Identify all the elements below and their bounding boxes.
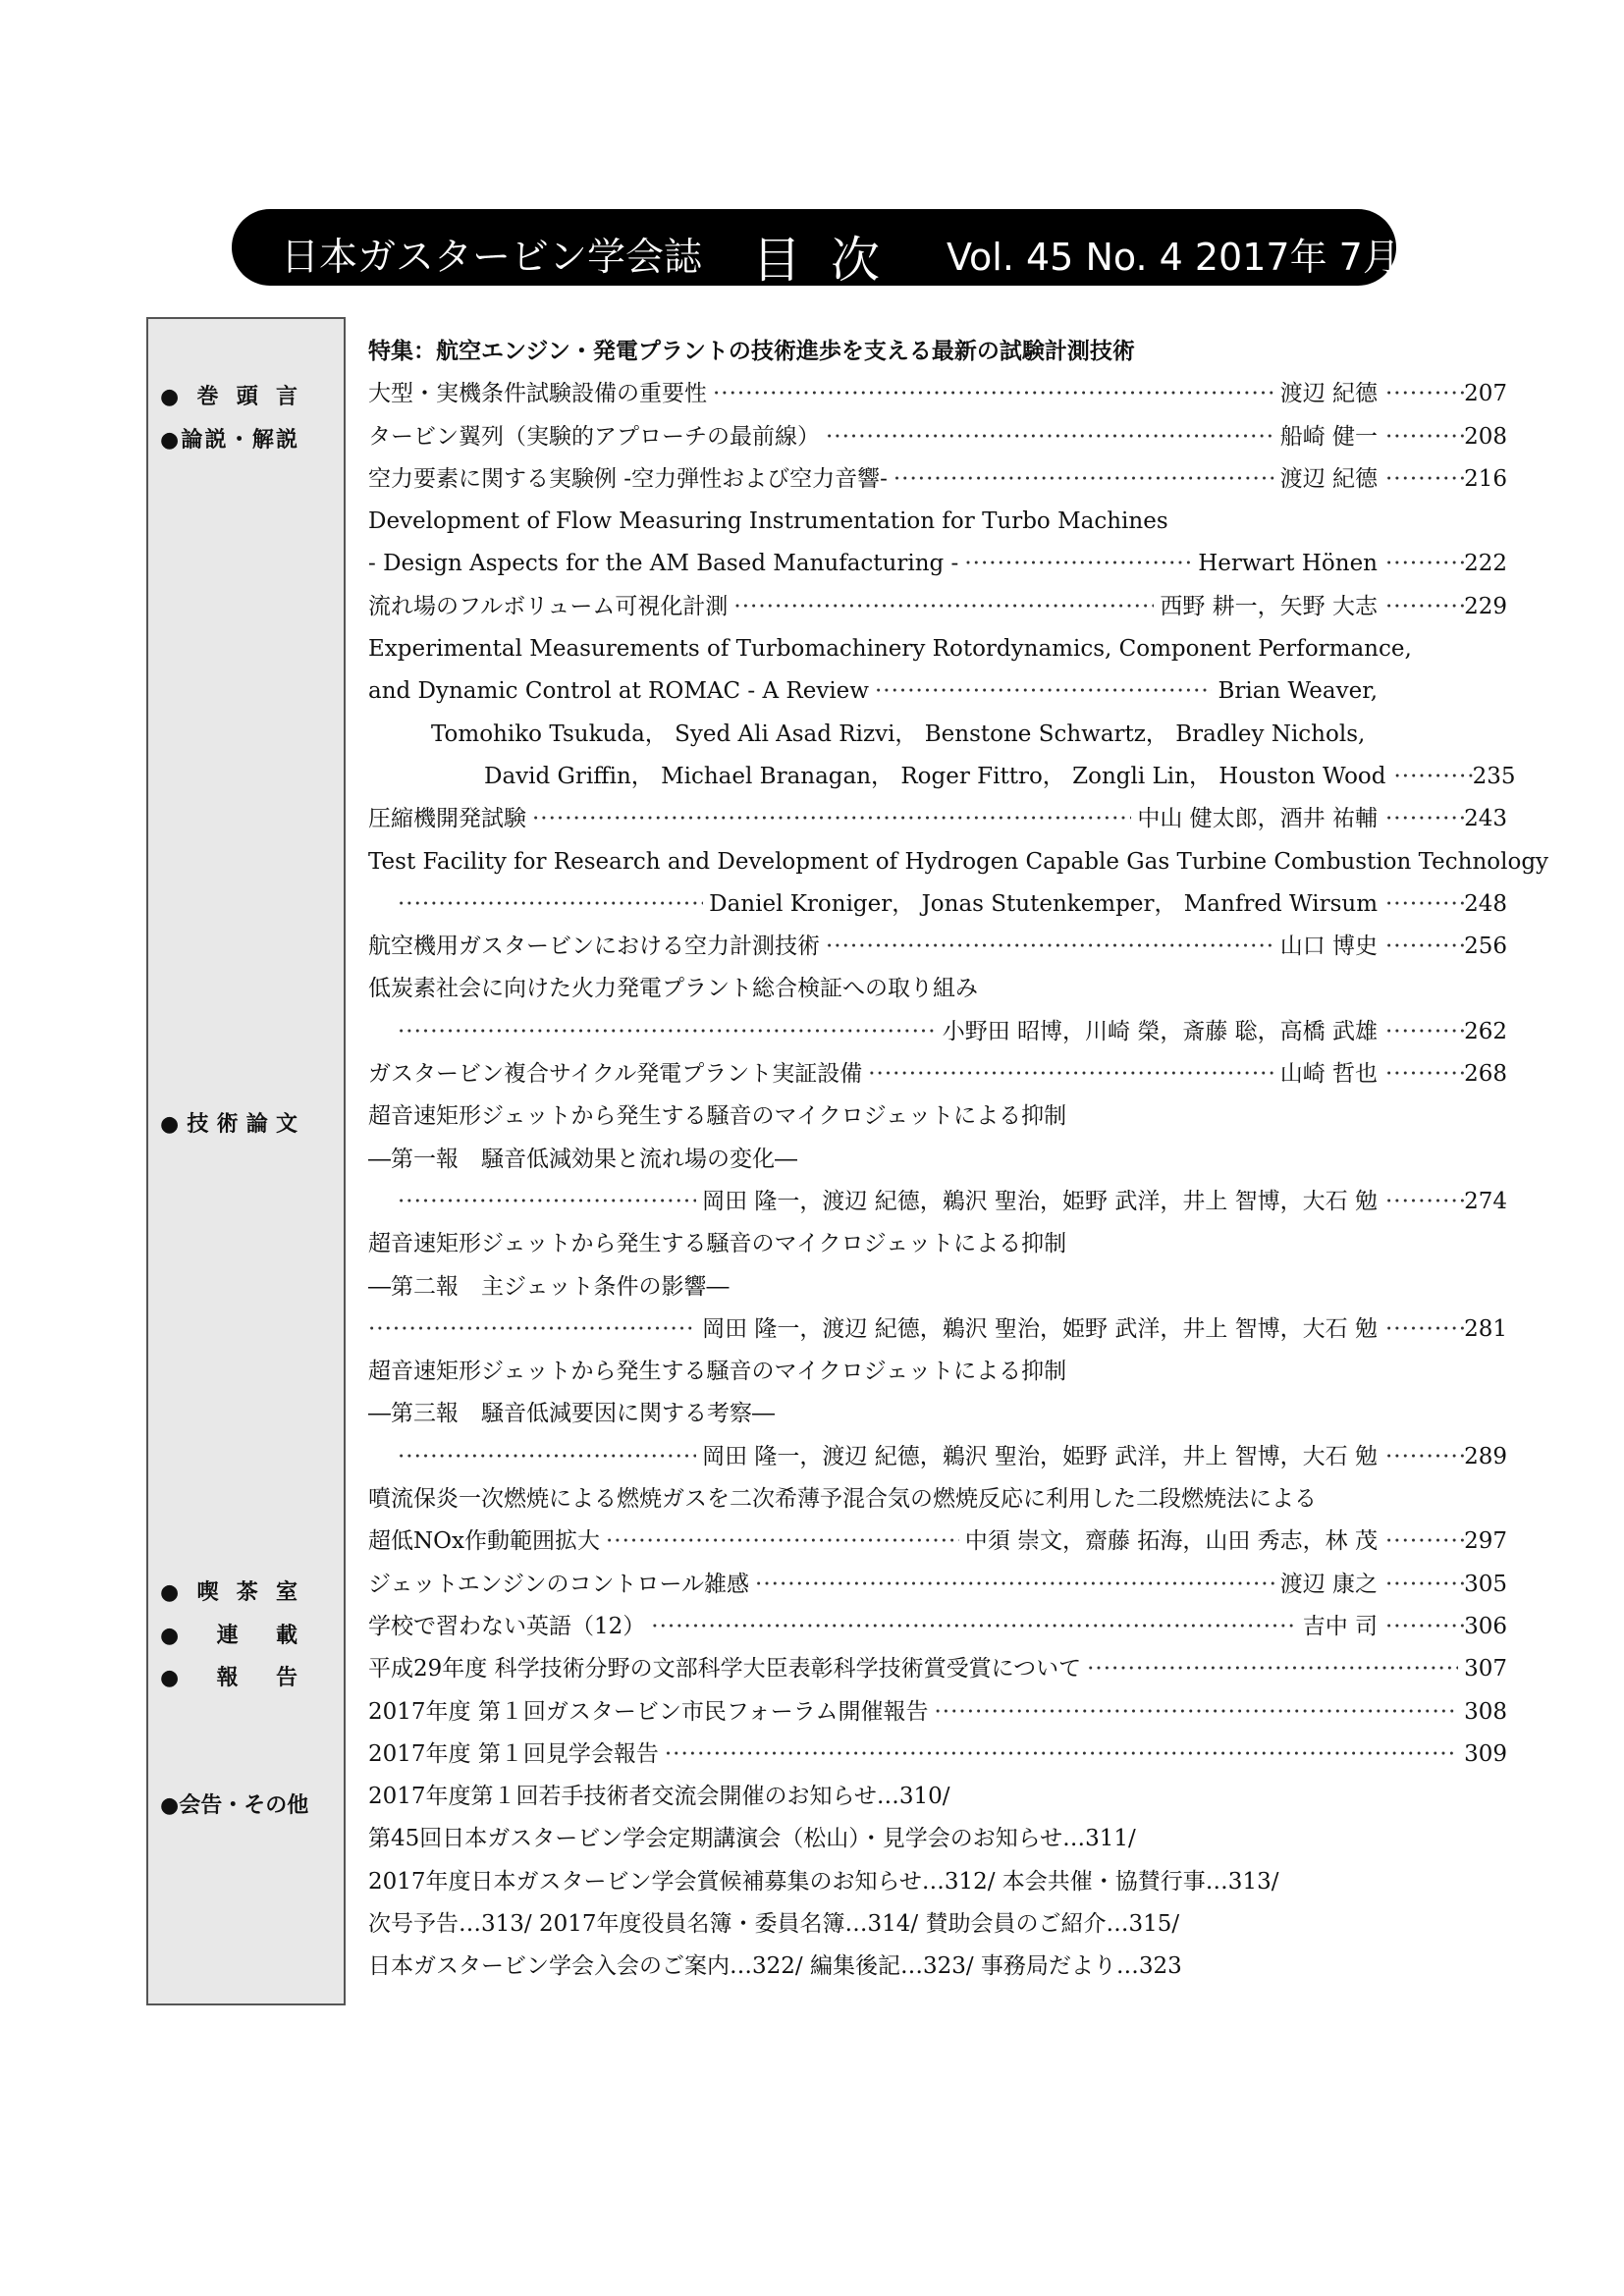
page-number: 297 [1464, 1528, 1507, 1555]
notice-line: 次号予告…313/ 2017年度役員名簿・委員名簿…314/ 賛助会員のご紹介…315/ [368, 1910, 1180, 1937]
page-number: 208 [1464, 423, 1507, 450]
page-number: 306 [1464, 1613, 1507, 1639]
toc-heading: 目次 [752, 232, 909, 289]
category-kaikoku: ●会告・その他 [160, 1793, 309, 1818]
entry-authors-line: Tomohiko Tsukuda， Syed Ali Asad Rizvi， Benstone Schwartz， Bradley Nichols, [431, 721, 1366, 747]
toc-entry[interactable]: ····· 岡田 隆一，渡辺 紀德，鵜沢 聖治，姫野 武洋，井上 智博，大石 勉 ····· 274 [368, 1181, 1507, 1223]
toc-entry[interactable]: 2017年度 第１回ガスタービン市民フォーラム開催報告 ····· 308 [368, 1691, 1507, 1734]
notice-line: 2017年度第１回若手技術者交流会開催のお知らせ…310/ [368, 1784, 950, 1810]
toc-header-banner [232, 209, 1400, 289]
page-number: 268 [1464, 1061, 1507, 1088]
page-number: 289 [1464, 1443, 1507, 1469]
toc-entry[interactable]: 航空機用ガスタービンにおける空力計測技術 ····· 山口 博史 ····· 256 [368, 926, 1507, 968]
page-number: 248 [1464, 890, 1507, 917]
toc-entry[interactable]: ····· Daniel Kroniger， Jonas Stutenkemper， Manfred Wirsum ····· 248 [368, 883, 1507, 926]
entry-title-line: Test Facility for Research and Development of Hydrogen Capable Gas Turbine Combustion Technology [368, 848, 1549, 875]
page-number: 256 [1464, 934, 1507, 960]
toc-entry[interactable]: 流れ場のフルボリューム可視化計測 ····· 西野 耕一，矢野 大志 ····· 229 [368, 586, 1507, 628]
entry-title-line: and Dynamic Control at ROMAC - A Review ····· Brian Weaver, [368, 670, 1507, 713]
volume-info: Vol. 45 No. 4 2017年 7月 [947, 236, 1400, 279]
entry-title-line: Experimental Measurements of Turbomachinery Rotordynamics, Component Performance, [368, 636, 1412, 663]
category-rensai: ●連載 [160, 1624, 298, 1648]
page-number: 235 [1472, 763, 1516, 789]
entry-title-line: 低炭素社会に向けた火力発電プラント総合検証への取り組み [368, 976, 978, 1002]
toc-entry[interactable]: 平成29年度 科学技術分野の文部科学大臣表彰科学技術賞受賞について ····· 307 [368, 1648, 1507, 1690]
notice-line: 日本ガスタービン学会入会のご案内…322/ 編集後記…323/ 事務局だより…323 [368, 1953, 1182, 1980]
toc-entry[interactable]: 圧縮機開発試験 ····· 中山 健太郎，酒井 祐輔 ····· 243 [368, 798, 1507, 840]
category-kissashitsu: ●喫茶室 [160, 1580, 298, 1605]
category-sidebar [146, 317, 346, 2005]
toc-entry[interactable]: ガスタービン複合サイクル発電プラント実証設備 ····· 山崎 哲也 ····· 268 [368, 1053, 1507, 1095]
entry-title-line: Development of Flow Measuring Instrumentation for Turbo Machines [368, 508, 1168, 535]
toc-entries [368, 331, 1549, 1989]
entry-subtitle-line: ―第一報 騒音低減効果と流れ場の変化― [368, 1146, 797, 1172]
category-houkoku: ●報告 [160, 1666, 298, 1690]
page-number: 305 [1464, 1571, 1507, 1597]
toc-entry[interactable]: 2017年度 第１回見学会報告 ····· 309 [368, 1734, 1507, 1776]
page-number: 274 [1464, 1188, 1507, 1214]
toc-entry[interactable]: David Griffin， Michael Branagan， Roger Fittro， Zongli Lin， Houston Wood ····· 235 [368, 756, 1507, 798]
page-number: 308 [1464, 1698, 1507, 1725]
entry-subtitle-line: ―第三報 騒音低減要因に関する考察― [368, 1401, 775, 1427]
entry-title-line: 噴流保炎一次燃焼による燃焼ガスを二次希薄予混合気の燃焼反応に利用した二段燃焼法による [368, 1486, 1317, 1513]
page-number: 207 [1464, 381, 1507, 407]
category-gijutsu-ronbun: ●技術論文 [160, 1112, 298, 1137]
page-number: 309 [1464, 1740, 1507, 1767]
page-number: 222 [1464, 551, 1507, 577]
entry-title-line: 超音速矩形ジェットから発生する騒音のマイクロジェットによる抑制 [368, 1231, 1067, 1257]
page-number: 307 [1464, 1656, 1507, 1682]
page-number: 262 [1464, 1018, 1507, 1044]
notice-line: 2017年度日本ガスタービン学会賞候補募集のお知らせ…312/ 本会共催・協賛行事…313/ [368, 1868, 1279, 1895]
toc-entry[interactable]: ジェットエンジンのコントロール雑感 ····· 渡辺 康之 ····· 305 [368, 1564, 1507, 1606]
category-ronsetsu: ●論説・解説 [160, 428, 298, 453]
toc-entry[interactable]: 大型・実機条件試験設備の重要性 ····· 渡辺 紀德 ····· 207 [368, 373, 1507, 415]
toc-entry[interactable]: 学校で習わない英語（12） ····· 吉中 司 ····· 306 [368, 1606, 1507, 1648]
feature-title: 特集：航空エンジン・発電プラントの技術進歩を支える最新の試験計測技術 [368, 339, 1135, 364]
toc-entry[interactable]: ····· 岡田 隆一，渡辺 紀德，鵜沢 聖治，姫野 武洋，井上 智博，大石 勉 ····· 281 [368, 1308, 1507, 1351]
entry-subtitle-line: ―第二報 主ジェット条件の影響― [368, 1273, 730, 1300]
notice-line: 第45回日本ガスタービン学会定期講演会（松山）・見学会のお知らせ…311/ [368, 1826, 1136, 1852]
page-number: 281 [1464, 1315, 1507, 1342]
page-number: 243 [1464, 806, 1507, 832]
entry-title-line: 超音速矩形ジェットから発生する騒音のマイクロジェットによる抑制 [368, 1359, 1067, 1385]
page-number: 229 [1464, 593, 1507, 619]
category-kantougen: ●巻頭言 [160, 385, 298, 409]
page-number: 216 [1464, 465, 1507, 492]
journal-title: 日本ガスタービン学会誌 [281, 236, 703, 280]
toc-entry[interactable]: 超低NOx作動範囲拡大 ····· 中須 崇文，齋藤 拓海，山田 秀志，林 茂 ····· 297 [368, 1521, 1507, 1563]
toc-entry[interactable]: ····· 小野田 昭博，川崎 榮，斎藤 聡，高橋 武雄 ····· 262 [368, 1011, 1507, 1053]
toc-entry[interactable]: ····· 岡田 隆一，渡辺 紀德，鵜沢 聖治，姫野 武洋，井上 智博，大石 勉 ····· 289 [368, 1436, 1507, 1478]
toc-entry[interactable]: - Design Aspects for the AM Based Manufacturing - ····· Herwart Hönen ····· 222 [368, 543, 1507, 585]
toc-entry[interactable]: タービン翼列（実験的アプローチの最前線） ····· 船崎 健一 ····· 208 [368, 416, 1507, 458]
entry-title-line: 超音速矩形ジェットから発生する騒音のマイクロジェットによる抑制 [368, 1103, 1067, 1130]
toc-entry[interactable]: 空力要素に関する実験例 -空力弾性および空力音響- ····· 渡辺 紀德 ····· 216 [368, 458, 1507, 501]
